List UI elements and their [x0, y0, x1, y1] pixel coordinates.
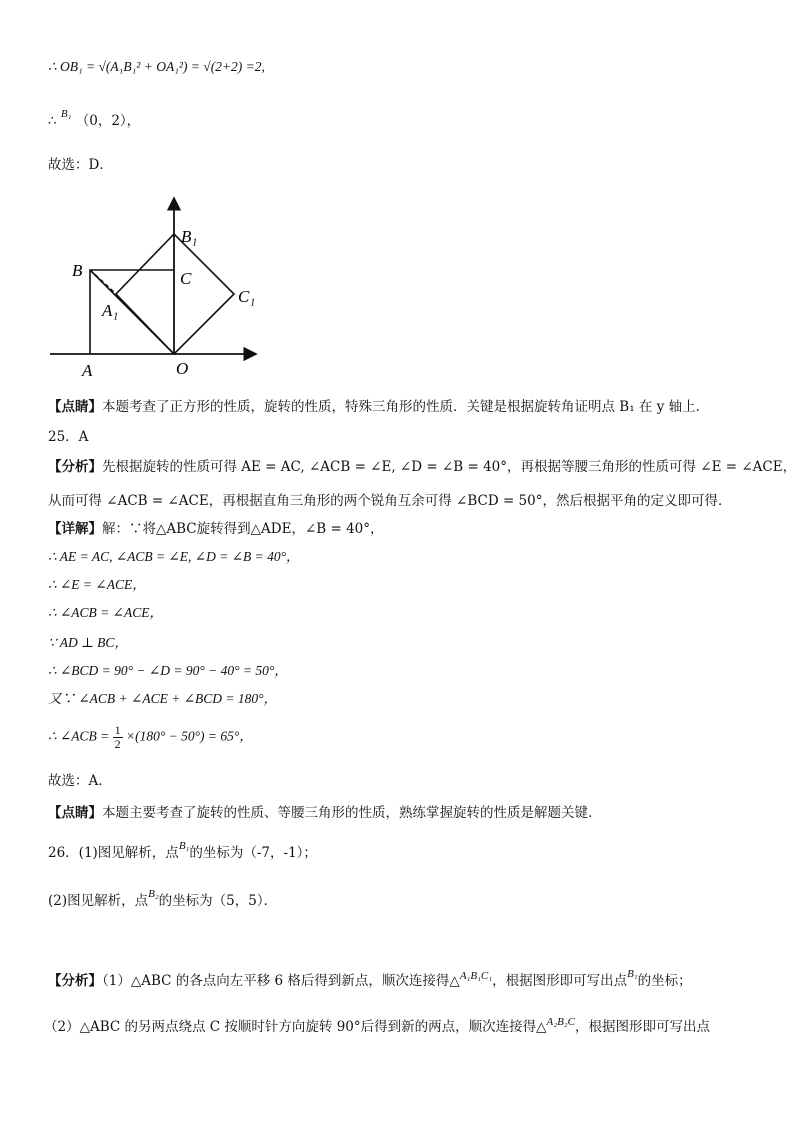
therefore-symbol: ∴	[48, 113, 57, 129]
fraction-denominator: 2	[114, 737, 121, 751]
line-answer-d: 故选：D．	[48, 157, 113, 173]
line-step-3: ∴ ∠ACB = ∠ACE，	[48, 605, 163, 620]
square-o-a1-b1-c1	[116, 234, 234, 354]
point-b1-label-analysis: B₁	[627, 968, 638, 980]
fraction-numerator: 1	[114, 723, 121, 737]
line-comment-1	[48, 398, 709, 416]
comment-text: 本题考查了正方形的性质，旋转的性质，特殊三角形的性质．关键是根据旋转角证明点 B₁ 在 y 轴上．	[102, 399, 710, 415]
detail-text-1: 解：∵将△ABC旋转得到△ADE，∠B = 40°，	[102, 521, 384, 537]
step-7-suffix: ×(180° − 50°) = 65°，	[126, 728, 253, 744]
line-step-2: ∴ ∠E = ∠ACE，	[48, 577, 146, 592]
step-7-prefix: ∴ ∠ACB =	[48, 728, 110, 744]
line-step-1: ∴ AE = AC, ∠ACB = ∠E, ∠D = ∠B = 40°，	[48, 549, 300, 564]
geometry-figure	[48, 190, 268, 380]
point-b1-label-q26: B₁	[178, 840, 190, 852]
analysis-q26-text-c: 的坐标；	[637, 973, 692, 989]
analysis-q26-2-text-a: （2）△ABC 的另两点绕点 C 按顺时针方向旋转 90°后得到新的两点，顺次连接得△	[44, 1019, 547, 1035]
line-step-5: ∴ ∠BCD = 90° − ∠D = 90° − 40° = 50°，	[48, 663, 288, 678]
fraction-one-half	[113, 724, 123, 751]
line-b1-coordinate	[48, 108, 141, 131]
line-step-6: 又∵ ∠ACB + ∠ACE + ∠BCD = 180°，	[48, 691, 278, 706]
label-c1: C₁	[238, 287, 256, 306]
analysis-q26-text-b: ，根据图形即可写出点	[492, 973, 628, 989]
analysis-text-1: 先根据旋转的性质可得 AE = AC, ∠ACB = ∠E, ∠D = ∠B = 40°，再根据等腰三角形的性质可得 ∠E = ∠ACE，	[102, 459, 797, 475]
line-q26-part2	[48, 888, 278, 911]
q26-part1-prefix: 26．(1)图见解析，点	[48, 845, 179, 861]
tag-comment-2: 【点睛】	[48, 805, 102, 821]
analysis-q26-2-text-b: ，根据图形即可写出点	[574, 1019, 710, 1035]
line-ob1-length: ∴ OB₁ = √(A₁B₁² + OA₁²) = √(2+2) =2,	[48, 59, 265, 74]
q26-part2-prefix: (2)图见解析，点	[48, 893, 149, 909]
triangle-a2b2c-label: A₂B₂C	[546, 1016, 575, 1028]
line-step-7	[48, 724, 253, 751]
comment-text-2: 本题主要考查了旋转的性质、等腰三角形的性质，熟练掌握旋转的性质是解题关键．	[102, 805, 602, 821]
tag-comment: 【点睛】	[48, 399, 102, 415]
q26-part1-suffix: 的坐标为（-7，-1）；	[189, 845, 317, 861]
line-analysis-2: 从而可得 ∠ACB = ∠ACE，再根据直角三角形的两个锐角互余可得 ∠BCD = 50°，然后根据平角的定义即可得．	[48, 493, 732, 509]
label-b: B	[72, 261, 83, 280]
line-detail-1	[48, 520, 384, 538]
label-a1: A₁	[102, 301, 119, 320]
q26-part2-suffix: 的坐标为（5，5）．	[158, 893, 278, 909]
line-comment-2	[48, 804, 602, 822]
line-analysis-q26-2	[44, 1018, 710, 1037]
label-a: A	[82, 361, 93, 380]
label-c: C	[180, 269, 192, 288]
point-b2-label-q26: B₂	[148, 888, 159, 900]
label-o: O	[176, 359, 189, 378]
line-step-4: ∵ AD ⊥ BC，	[48, 635, 128, 650]
label-b1: B₁	[181, 227, 198, 246]
tag-detail: 【详解】	[48, 521, 102, 537]
triangle-a1b1c1-label: A₁B₁C₁	[459, 970, 493, 982]
line-analysis-1	[48, 458, 796, 476]
b1-coordinate-text: （0，2），	[75, 113, 141, 129]
line-q26-part1	[48, 840, 317, 863]
tag-analysis-q26: 【分析】	[48, 973, 102, 989]
analysis-q26-text-a: （1）△ABC 的各点向左平移 6 格后得到新点，顺次连接得△	[102, 973, 460, 989]
point-b1-label: B₁	[60, 108, 72, 120]
tag-analysis: 【分析】	[48, 459, 102, 475]
line-analysis-q26-1	[48, 968, 692, 991]
line-answer-a: 故选：A．	[48, 773, 112, 789]
line-q25-answer: 25．A	[48, 429, 89, 445]
